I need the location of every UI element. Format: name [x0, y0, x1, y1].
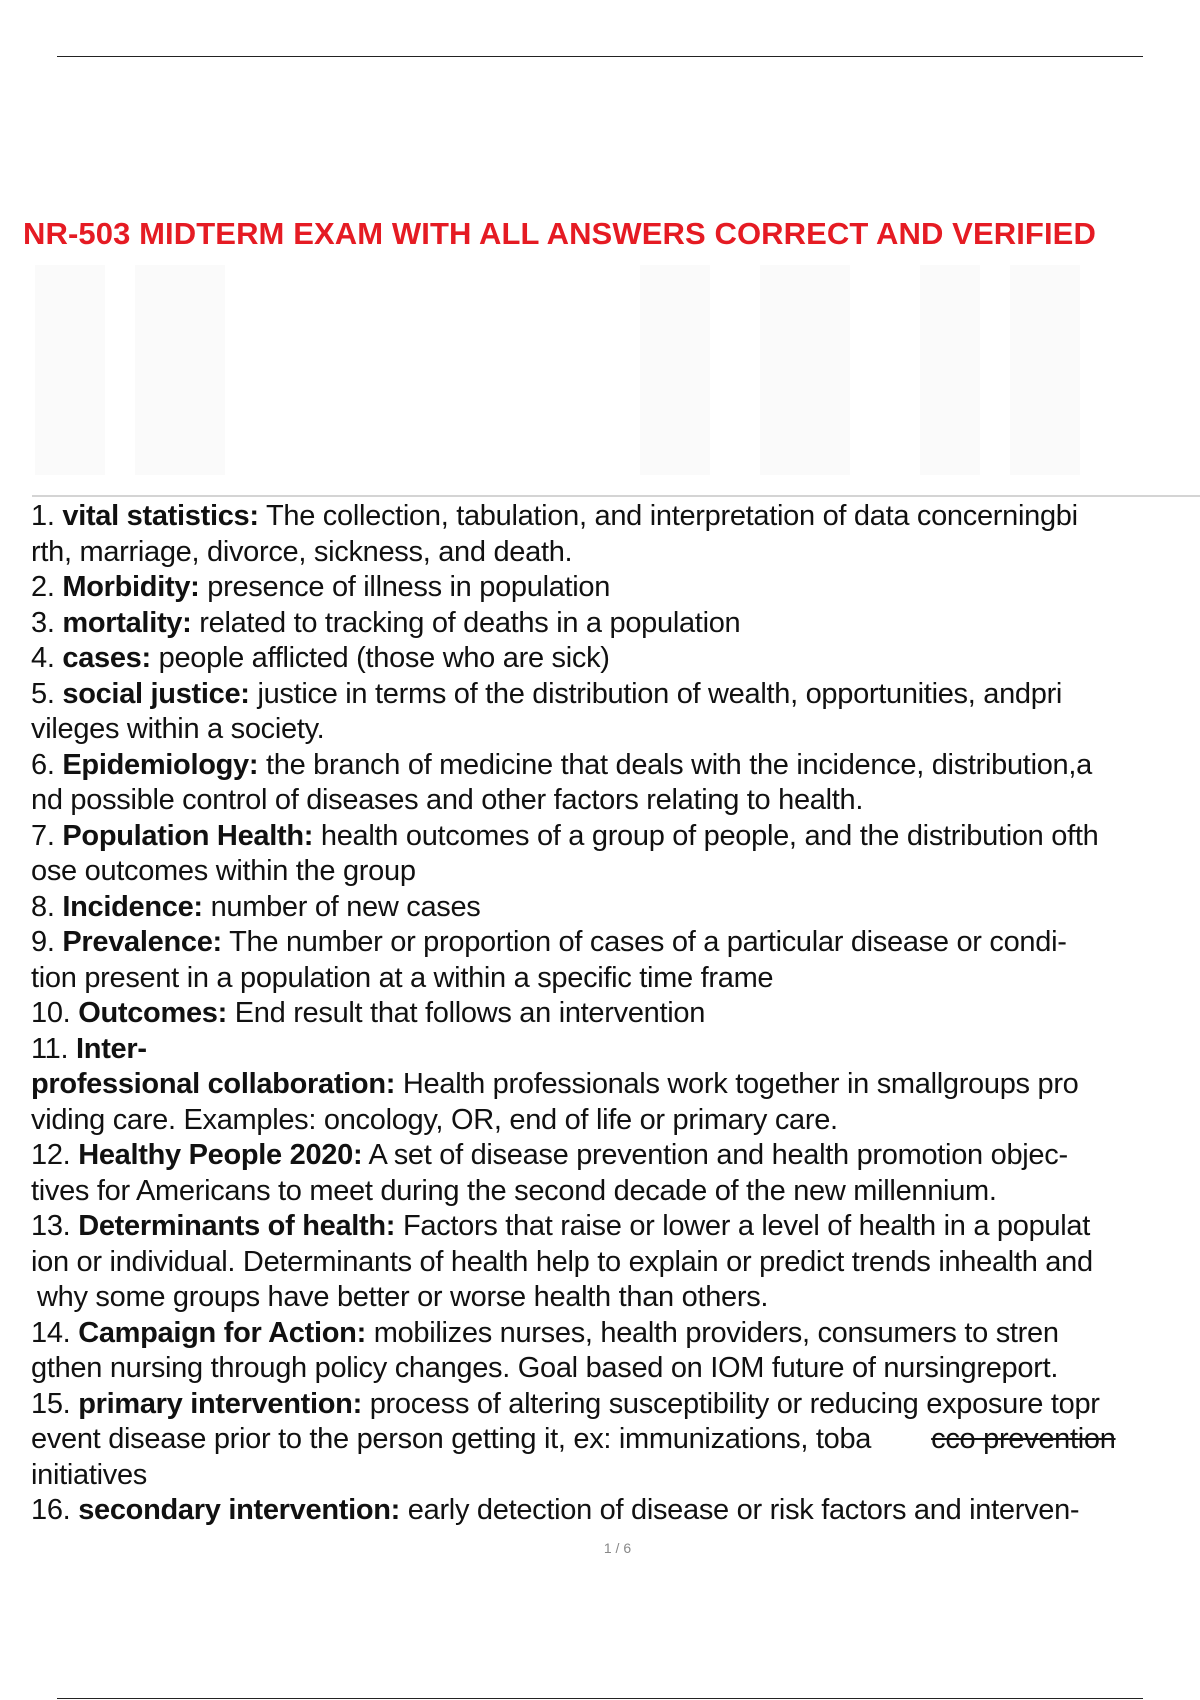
item-number: 2.	[31, 571, 55, 603]
item-number: 16.	[31, 1494, 71, 1526]
answer-line	[31, 961, 1195, 997]
answer-line	[31, 890, 1195, 926]
answer-line	[31, 1316, 1195, 1352]
definition-text: mobilizes nurses, health providers, consumers to stren	[373, 1316, 1059, 1349]
answer-line	[31, 996, 1195, 1032]
term-label: Healthy People 2020:	[78, 1139, 363, 1171]
ghost-watermark-block	[920, 265, 980, 475]
definition-text: why some groups have better or worse health than others.	[37, 1281, 769, 1313]
answer-line	[31, 854, 1195, 890]
definition-text: nd possible control of diseases and other factors relating to health.	[31, 784, 864, 816]
ghost-watermark-block	[1010, 265, 1080, 475]
ghost-watermark-block	[135, 265, 225, 475]
definition-text: number of new cases	[210, 890, 481, 923]
answer-line	[31, 925, 1195, 961]
item-number: 6.	[31, 748, 55, 781]
answer-line	[31, 1067, 1195, 1103]
item-number: 15.	[31, 1387, 71, 1420]
top-rule	[57, 56, 1143, 57]
ghost-watermark-block	[35, 265, 105, 475]
definition-text: Factors that raise or lower a level of health in a populat	[402, 1210, 1090, 1242]
item-number: 13.	[31, 1210, 71, 1242]
bottom-rule	[57, 1698, 1143, 1699]
term-label: Morbidity:	[62, 571, 200, 603]
definition-text: The number or proportion of cases of a particular disease or condi-	[229, 926, 1067, 958]
exam-answer-list	[31, 499, 1195, 1529]
answer-line	[31, 1387, 1195, 1423]
answer-line	[31, 1209, 1195, 1245]
item-number: 1.	[31, 500, 55, 532]
definition-text: health outcomes of a group of people, and the distribution ofth	[320, 819, 1099, 852]
definition-text: early detection of disease or risk factors and interven-	[407, 1494, 1080, 1526]
definition-text: ion or individual. Determinants of health help to explain or predict trends inhealth and	[31, 1245, 1093, 1278]
ghost-watermark-block	[760, 265, 850, 475]
definition-text: gthen nursing through policy changes. Goal based on IOM future of nursingreport.	[31, 1352, 1059, 1384]
item-number: 12.	[31, 1139, 71, 1171]
definition-text: Health professionals work together in smallgroups pro	[402, 1068, 1079, 1100]
term-label: Population Health:	[62, 819, 314, 852]
answer-line	[31, 1103, 1195, 1139]
answer-line	[31, 1245, 1195, 1281]
answer-line	[31, 712, 1195, 748]
page-indicator: 1 / 6	[603, 1540, 632, 1556]
term-label: Prevalence:	[62, 926, 222, 958]
item-number: 8.	[31, 890, 55, 923]
item-number: 9.	[31, 926, 55, 958]
answer-line	[31, 606, 1195, 642]
header-divider	[32, 495, 1200, 497]
term-label: social justice:	[62, 677, 250, 710]
definition-text: End result that follows an intervention	[234, 997, 706, 1029]
definition-text: rth, marriage, divorce, sickness, and death.	[31, 535, 573, 568]
definition-text: ose outcomes within the group	[31, 855, 416, 887]
overflow-fragment: cco prevention	[931, 1423, 1116, 1455]
definition-text: vileges within a society.	[31, 713, 325, 745]
term-label: mortality:	[62, 606, 192, 639]
answer-line	[31, 783, 1195, 819]
answer-line	[31, 1458, 1195, 1494]
answer-line	[31, 1493, 1195, 1529]
definition-text: event disease prior to the person getting it, ex: immunizations, toba	[31, 1423, 872, 1455]
answer-line	[31, 1032, 1195, 1068]
definition-text: the branch of medicine that deals with the incidence, distribution,a	[266, 748, 1092, 781]
definition-text: tion present in a population at a within a specific time frame	[31, 961, 774, 994]
term-label: vital statistics:	[62, 500, 259, 532]
definition-text: A set of disease prevention and health promotion objec-	[368, 1139, 1068, 1171]
definition-text: related to tracking of deaths in a population	[199, 606, 741, 639]
definition-text: viding care. Examples: oncology, OR, end of life or primary care.	[31, 1103, 838, 1136]
answer-line	[31, 641, 1195, 677]
item-number: 11.	[31, 1032, 69, 1065]
definition-text: people afflicted (those who are sick)	[158, 642, 610, 674]
answer-line	[31, 677, 1195, 713]
answer-line	[31, 1174, 1195, 1210]
term-label: Outcomes:	[78, 997, 227, 1029]
term-label: professional collaboration:	[31, 1068, 396, 1100]
term-label: secondary intervention:	[78, 1494, 401, 1526]
definition-text: The collection, tabulation, and interpretation of data concerningbi	[265, 500, 1078, 532]
term-label: Inter-	[76, 1032, 147, 1065]
answer-line	[31, 535, 1195, 571]
item-number: 5.	[31, 677, 55, 710]
answer-line	[31, 1351, 1195, 1387]
item-number: 4.	[31, 642, 55, 674]
definition-text: tives for Americans to meet during the second decade of the new millennium.	[31, 1174, 997, 1207]
definition-text: process of altering susceptibility or reducing exposure topr	[369, 1387, 1100, 1420]
answer-line	[31, 1422, 1195, 1458]
ghost-watermark-block	[640, 265, 710, 475]
document-title: NR-503 MIDTERM EXAM WITH ALL ANSWERS CORRECT AND VERIFIED	[23, 216, 1096, 251]
definition-text: justice in terms of the distribution of wealth, opportunities, andpri	[257, 677, 1063, 710]
item-number: 7.	[31, 819, 55, 852]
term-label: cases:	[62, 642, 151, 674]
term-label: Epidemiology:	[62, 748, 259, 781]
item-number: 10.	[31, 997, 71, 1029]
answer-line	[31, 1280, 1195, 1316]
definition-text: presence of illness in population	[207, 571, 611, 603]
answer-line	[31, 1138, 1195, 1174]
answer-line	[31, 819, 1195, 855]
term-label: Campaign for Action:	[78, 1316, 366, 1349]
definition-text: initiatives	[31, 1458, 147, 1491]
item-number: 14.	[31, 1316, 71, 1349]
answer-line	[31, 499, 1195, 535]
answer-line	[31, 570, 1195, 606]
answer-line	[31, 748, 1195, 784]
term-label: Incidence:	[62, 890, 203, 923]
term-label: Determinants of health:	[78, 1210, 396, 1242]
item-number: 3.	[31, 606, 55, 639]
term-label: primary intervention:	[78, 1387, 362, 1420]
